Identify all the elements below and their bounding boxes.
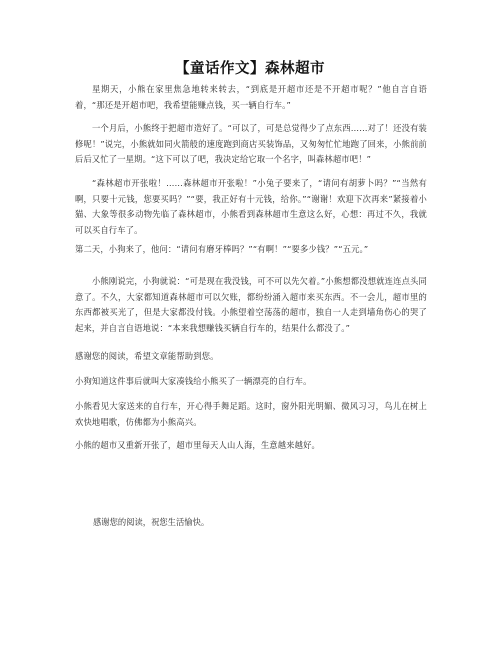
paragraph-7: 小狗知道这件事后就叫大家凑钱给小熊买了一辆漂亮的自行车。 [75,376,312,386]
page-title: 【童话作文】森林超市 [175,61,325,77]
closing-note: 感谢您的阅读，祝您生活愉快。 [93,517,210,527]
paragraph-6: 感谢您的阅读，希望文章能帮助到您。 [75,351,219,361]
paragraph-9: 小熊的超市又重新开张了，超市里每天人山人海，生意越来越好。 [75,440,320,450]
paragraph-4: 第二天，小狗来了，他问：“请问有磨牙棒吗？”“有啊！”“要多少钱？”“五元。” [75,244,369,254]
paragraph-8: 小熊看见大家送来的自行车，开心得手舞足蹈。这时，窗外阳光明媚、微风习习，鸟儿在树上欢快地唱歌，仿佛都为小熊高兴。 [75,401,427,427]
paragraph-3: “森林超市开张啦！……森林超市开张啦！”小兔子要来了，“请问有胡萝卜吗？”“当然有啊，只要十元钱，您要买吗？”“要，我正好有十元钱，给你。”“谢谢！欢迎下次再来”紧接着小猫、大象等很多动物先临了森林超市，小熊看到森林超市生意这么好，心想：再过不久，我就可以买自行车了。 [75,178,427,235]
paragraph-5: 小熊刚说完，小狗就说：“可是现在我没钱，可不可以先欠着。”小熊想都没想就连连点头同意了。不久，大家都知道森林超市可以欠账，都纷纷涌入超市来买东西。不一会儿，超市里的东西都被买光了，但是大家都没付钱。小熊望着空荡荡的超市，独自一人走到墙角伤心的哭了起来，并自言自语地说：“本来我想赚钱买辆自行车的，结果什么都没了。” [75,276,427,333]
paragraph-2: 一个月后，小熊终于把超市造好了。“可以了，可是总觉得少了点东西……对了！还没有装修呢！”说完，小熊就如同火箭般的速度跑到商店买装饰品，又匆匆忙忙地跑了回来，小熊前前后后又忙了一星期。“这下可以了吧，我决定给它取一个名字，叫森林超市吧！” [75,123,427,164]
paragraph-1: 星期天，小熊在家里焦急地转来转去，“到底是开超市还是不开超市呢？”他自言自语着，“那还是开超市吧，我希望能赚点钱，买一辆自行车。” [75,84,427,110]
